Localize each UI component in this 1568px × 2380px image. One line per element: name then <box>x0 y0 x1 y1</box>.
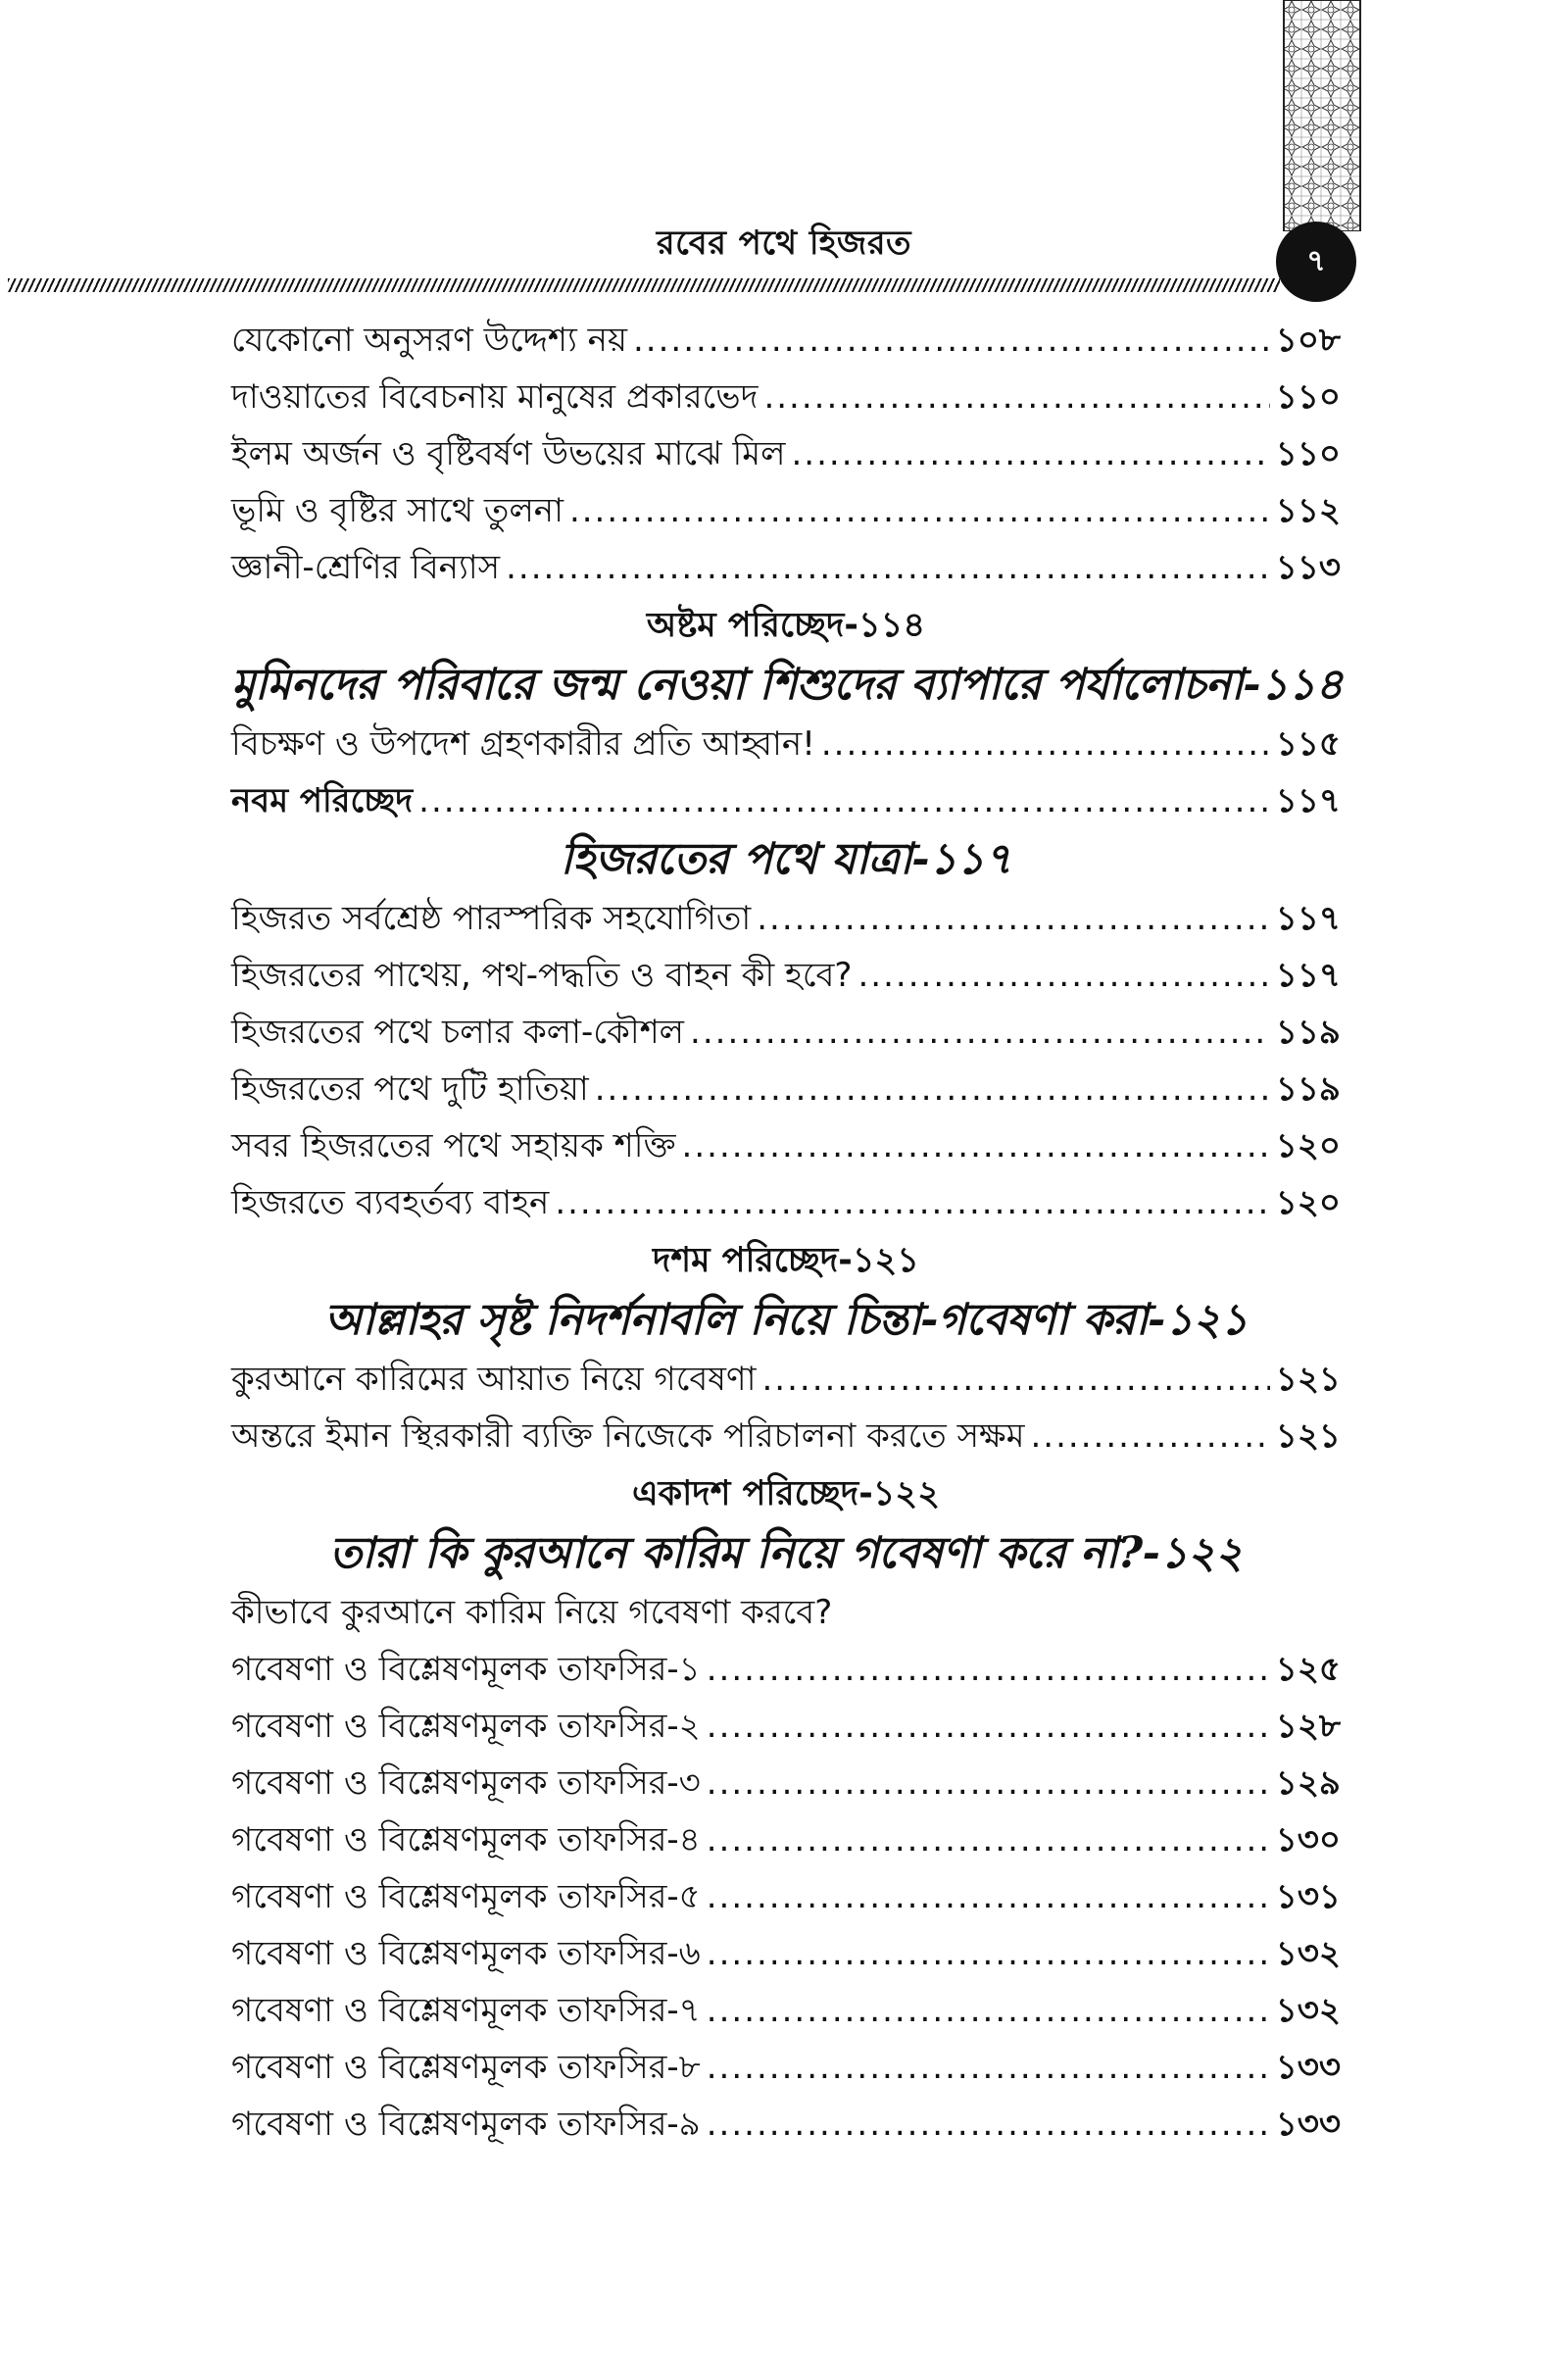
toc-entry-page: ১৩০ <box>1275 1820 1341 1859</box>
toc-entry-page: ১৩২ <box>1275 1934 1341 1973</box>
toc-entry-page: ১২৫ <box>1275 1650 1341 1689</box>
toc-entry[interactable] <box>231 1004 1341 1061</box>
toc-subheading[interactable]: কীভাবে কুরআনে কারিম নিয়ে গবেষণা করবে? <box>231 1593 833 1632</box>
toc-entry[interactable] <box>231 425 1341 482</box>
toc-entry[interactable] <box>231 539 1341 596</box>
page-number-badge: ৭ <box>1276 222 1356 302</box>
toc-entry-title: হিজরত সর্বশ্রেষ্ঠ পারস্পরিক সহযোগিতা <box>231 899 752 938</box>
toc-entry-title: ভূমি ও বৃষ্টির সাথে তুলনা <box>231 491 564 530</box>
toc-entry[interactable] <box>231 1698 1341 1755</box>
toc-entry-page: ১১০ <box>1275 377 1341 417</box>
toc-entry-page: ১২১ <box>1275 1360 1341 1399</box>
toc-entry-page: ১৩৩ <box>1275 2105 1341 2144</box>
toc-entry-title: গবেষণা ও বিশ্লেষণমূলক তাফসির-৬ <box>231 1934 701 1973</box>
toc-entry[interactable] <box>231 2039 1341 2096</box>
toc-entry-page: ১১২ <box>1275 491 1341 530</box>
toc-entry-title: গবেষণা ও বিশ্লেষণমূলক তাফসির-৯ <box>231 2105 701 2144</box>
toc-entry-title: গবেষণা ও বিশ্লেষণমূলক তাফসির-১ <box>231 1650 701 1689</box>
toc-entry[interactable] <box>231 1868 1341 1925</box>
table-of-contents <box>231 312 1344 2153</box>
toc-entry[interactable] <box>231 1408 1341 1464</box>
toc-entry-page: ১১৯ <box>1275 1069 1341 1109</box>
toc-entry-title: দাওয়াতের বিবেচনায় মানুষের প্রকারভেদ <box>231 377 759 417</box>
toc-entry-title: গবেষণা ও বিশ্লেষণমূলক তাফসির-৫ <box>231 1877 701 1916</box>
toc-entry-title: অন্তরে ইমান স্থিরকারী ব্যক্তি নিজেকে পরিচালনা করতে সক্ষম <box>231 1416 1025 1456</box>
toc-entry[interactable] <box>231 1755 1341 1811</box>
toc-entry-title: যেকোনো অনুসরণ উদ্দেশ্য নয় <box>231 321 627 360</box>
chapter-title[interactable]: আল্লাহর সৃষ্ট নিদর্শনাবলি নিয়ে চিন্তা-গবেষণা করা-১২১ <box>323 1295 1249 1345</box>
toc-entry-page: ১৩১ <box>1275 1877 1341 1916</box>
toc-entry-page: ১১৫ <box>1275 724 1341 764</box>
toc-entry-title: জ্ঞানী-শ্রেণির বিন্যাস <box>231 548 501 587</box>
toc-entry[interactable] <box>231 1061 1341 1117</box>
toc-entry-page: ১১৭ <box>1275 956 1341 995</box>
chapter-heading[interactable]: একাদশ পরিচ্ছেদ-১২২ <box>632 1474 940 1513</box>
toc-entry-page: ১২৮ <box>1275 1707 1341 1746</box>
toc-entry-page: ১২১ <box>1275 1416 1341 1456</box>
toc-entry-page: ১১৭ <box>1275 899 1341 938</box>
toc-entry-title: হিজরতের পথে দুটি হাতিয়া <box>231 1069 589 1109</box>
toc-entry[interactable] <box>231 1925 1341 1982</box>
toc-entry-chapter[interactable] <box>231 772 1341 829</box>
toc-entry-title: নবম পরিচ্ছেদ <box>231 781 414 820</box>
toc-entry-title: সবর হিজরতের পথে সহায়ক শক্তি <box>231 1126 676 1165</box>
chapter-heading[interactable]: অষ্টম পরিচ্ছেদ-১১৪ <box>646 606 926 645</box>
toc-entry-title: হিজরতের পথে চলার কলা-কৌশল <box>231 1013 685 1052</box>
toc-entry[interactable] <box>231 1641 1341 1698</box>
toc-entry-title: হিজরতে ব্যবহর্তব্য বাহন <box>231 1183 550 1222</box>
chapter-title[interactable]: তারা কি কুরআনে কারিম নিয়ে গবেষণা করে না?-১২২ <box>329 1528 1243 1578</box>
toc-entry[interactable] <box>231 1174 1341 1231</box>
header-divider <box>8 278 1280 292</box>
toc-entry[interactable] <box>231 1117 1341 1174</box>
toc-entry-page: ১২৯ <box>1275 1763 1341 1803</box>
toc-entry-page: ১৩২ <box>1275 1991 1341 2030</box>
toc-entry-title: গবেষণা ও বিশ্লেষণমূলক তাফসির-২ <box>231 1707 701 1746</box>
toc-entry[interactable] <box>231 482 1341 539</box>
toc-entry-title: বিচক্ষণ ও উপদেশ গ্রহণকারীর প্রতি আহ্বান! <box>231 724 815 764</box>
toc-entry[interactable] <box>231 1811 1341 1868</box>
toc-entry-page: ১১৩ <box>1275 548 1341 587</box>
toc-entry-title: হিজরতের পাথেয়, পথ-পদ্ধতি ও বাহন কী হবে? <box>231 956 853 995</box>
running-title: রবের পথে হিজরত <box>656 223 912 263</box>
toc-entry[interactable] <box>231 2096 1341 2153</box>
toc-entry-page: ১৩৩ <box>1275 2048 1341 2087</box>
toc-entry[interactable] <box>231 1982 1341 2039</box>
chapter-heading[interactable]: দশম পরিচ্ছেদ-১২১ <box>652 1241 920 1280</box>
toc-entry-page: ১২০ <box>1275 1126 1341 1165</box>
toc-entry-page: ১১৯ <box>1275 1013 1341 1052</box>
toc-entry-title: গবেষণা ও বিশ্লেষণমূলক তাফসির-৭ <box>231 1991 701 2030</box>
toc-entry[interactable] <box>231 312 1341 369</box>
toc-entry-title: গবেষণা ও বিশ্লেষণমূলক তাফসির-৩ <box>231 1763 701 1803</box>
toc-entry-page: ১২০ <box>1275 1183 1341 1222</box>
toc-entry-title: গবেষণা ও বিশ্লেষণমূলক তাফসির-৪ <box>231 1820 701 1859</box>
toc-entry-page: ১০৮ <box>1275 321 1341 360</box>
toc-entry[interactable] <box>231 369 1341 425</box>
toc-entry[interactable] <box>231 1351 1341 1408</box>
toc-entry[interactable] <box>231 716 1341 772</box>
toc-entry-page: ১১৭ <box>1275 781 1341 820</box>
chapter-title[interactable]: হিজরতের পথে যাত্রা-১১৭ <box>560 834 1012 884</box>
toc-entry-page: ১১০ <box>1275 434 1341 473</box>
geometric-ornament <box>1282 0 1362 231</box>
toc-entry[interactable] <box>231 947 1341 1004</box>
toc-entry-title: ইলম অর্জন ও বৃষ্টিবর্ষণ উভয়ের মাঝে মিল <box>231 434 786 473</box>
toc-entry-title: কুরআনে কারিমের আয়াত নিয়ে গবেষণা <box>231 1360 757 1399</box>
toc-entry-title: গবেষণা ও বিশ্লেষণমূলক তাফসির-৮ <box>231 2048 701 2087</box>
chapter-title[interactable]: মুমিনদের পরিবারে জন্ম নেওয়া শিশুদের ব্যাপারে পর্যালোচনা-১১৪ <box>231 660 1344 710</box>
toc-entry[interactable] <box>231 890 1341 947</box>
